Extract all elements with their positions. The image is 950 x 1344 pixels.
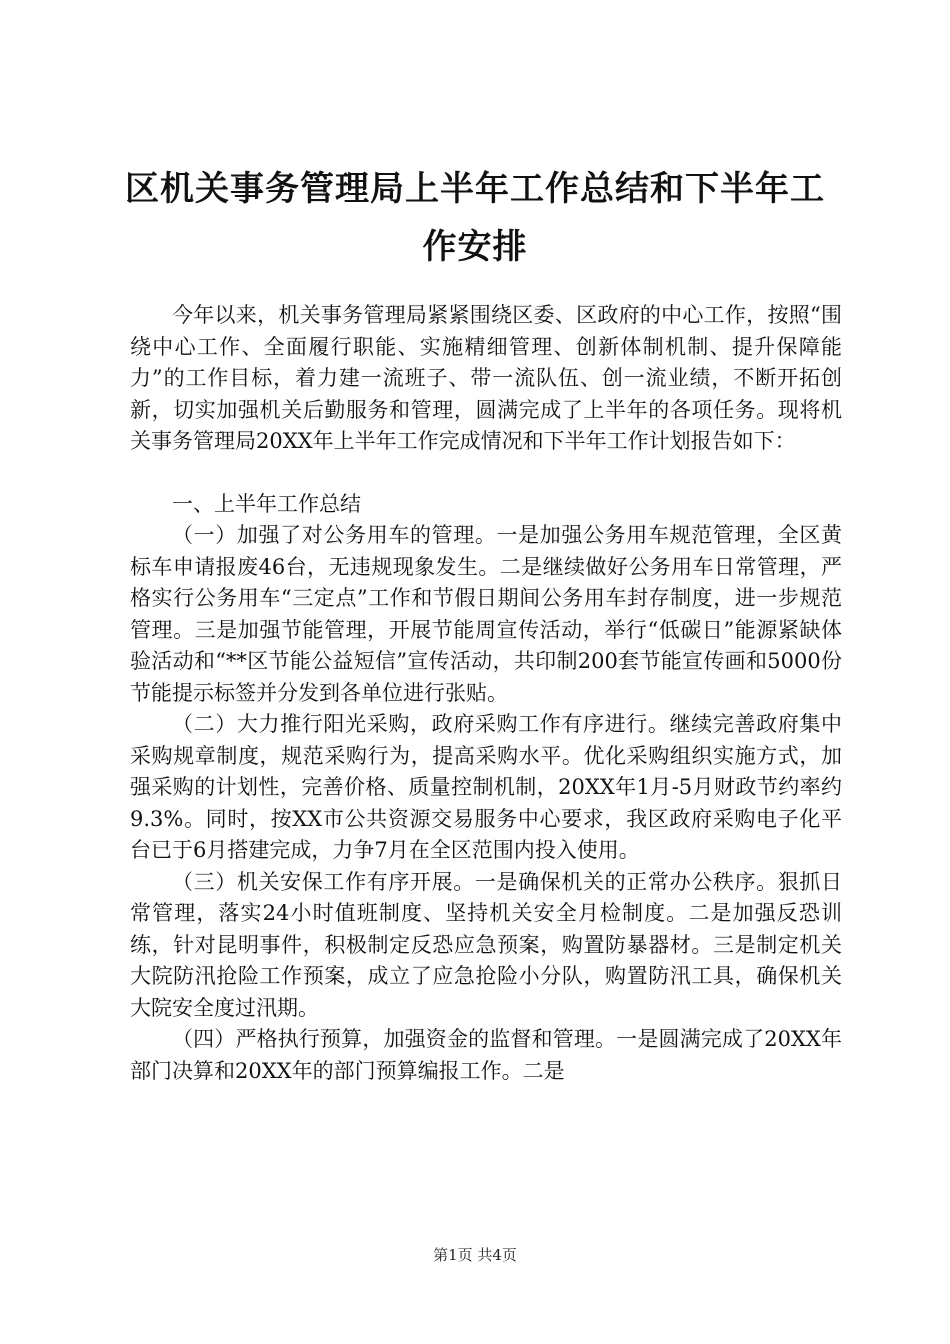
title-line-2: 作安排 (422, 227, 528, 267)
page-footer: 第1页 共4页 (433, 1246, 517, 1264)
title-line-1: 区机关事务管理局上半年工作总结和下半年工 (125, 169, 825, 209)
intro-paragraph: 今年以来，机关事务管理局紧紧围绕区委、区政府的中心工作，按照“围绕中心工作、全面履行职能、实施精细管理、创新体制机制、提升保障能力”的工作目标，着力建一流班子、带一流队伍、创一流业绩，不断开拓创新，切实加强机关后勤服务和管理，圆满完成了上半年的各项任务。现将机关事务管理局20XX年上半年工作完成情况和下半年工作计划报告如下： (130, 303, 842, 453)
paragraph-vehicles: （一）加强了对公务用车的管理。一是加强公务用车规范管理，全区黄标车申请报废46台，无违规现象发生。二是继续做好公务用车日常管理，严格实行公务用车“三定点”工作和节假日期间公务用车封存制度，进一步规范管理。三是加强节能管理，开展节能周宣传活动，举行“低碳日”能源紧缺体验活动和“**区节能公益短信”宣传活动，共印制200套节能宣传画和5000份节能提示标签并分发到各单位进行张贴。 (130, 523, 842, 705)
section-heading: 一、上半年工作总结 (172, 491, 361, 516)
document-body (130, 300, 842, 1087)
paragraph-procurement: （二）大力推行阳光采购，政府采购工作有序进行。继续完善政府集中采购规章制度，规范采购行为，提高采购水平。优化采购组织实施方式，加强采购的计划性，完善价格、质量控制机制，20XX年1月-5月财政节约率约9.3%。同时，按XX市公共资源交易服务中心要求，我区政府采购电子化平台已于6月搭建完成，力争7月在全区范围内投入使用。 (130, 712, 842, 862)
paragraph-security: （三）机关安保工作有序开展。一是确保机关的正常办公秩序。狠抓日常管理，落实24小时值班制度、坚持机关安全月检制度。二是加强反恐训练，针对昆明事件，积极制定反恐应急预案，购置防暴器材。三是制定机关大院防汛抢险工作预案，成立了应急抢险小分队，购置防汛工具，确保机关大院安全度过汛期。 (130, 869, 842, 1020)
paragraph-budget: （四）严格执行预算，加强资金的监督和管理。一是圆满完成了20XX年部门决算和20XX年的部门预算编报工作。二是 (130, 1027, 842, 1083)
document-title (100, 160, 850, 276)
